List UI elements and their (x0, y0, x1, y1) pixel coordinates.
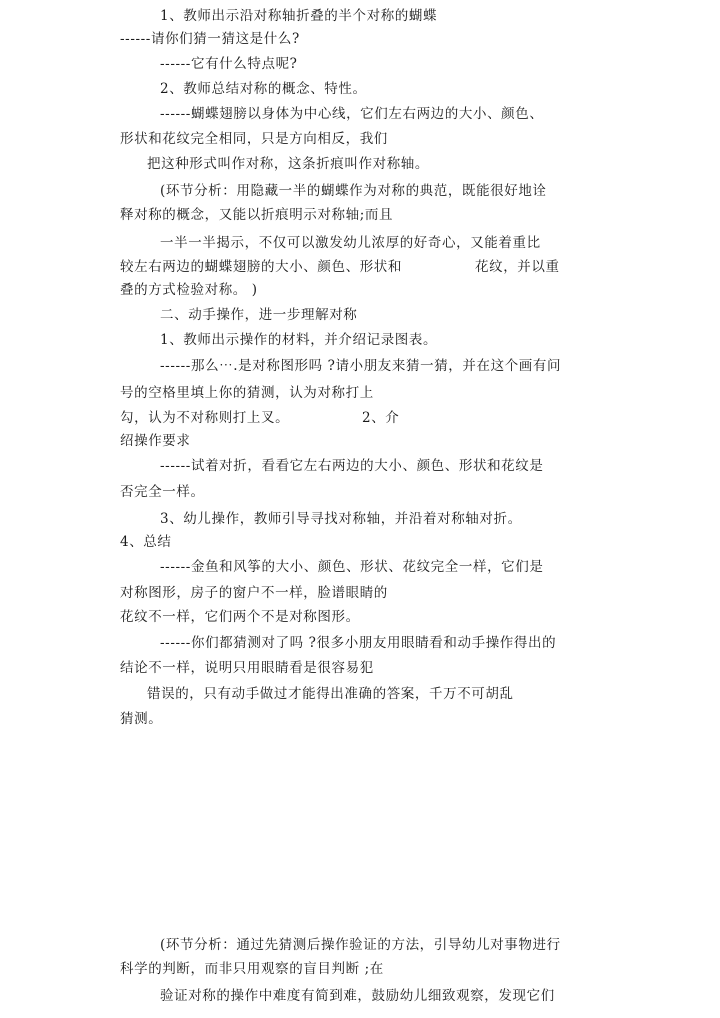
text-line: ------它有什么特点呢? (160, 56, 298, 72)
text-line: ------蝴蝶翅膀以身体为中心线，它们左右两边的大小、颜色、 (160, 106, 544, 122)
text-line: 结论不一样，说明只用眼睛看是很容易犯 (120, 660, 374, 676)
text-line: 号的空格里填上你的猜测，认为对称打上 (120, 385, 374, 401)
text-line: 错误的，只有动手做过才能得出准确的答案，千万不可胡乱 (147, 686, 514, 702)
text-line: ------金鱼和风筝的大小、颜色、形状、花纹完全一样，它们是 (160, 559, 544, 575)
text-line: 否完全一样。 (120, 484, 205, 500)
text-line: (环节分析：用隐藏一半的蝴蝶作为对称的典范，既能很好地诠 (160, 183, 547, 199)
text-line: 1、教师出示沿对称轴折叠的半个对称的蝴蝶 (160, 8, 438, 24)
text-line: 验证对称的操作中难度有简到难，鼓励幼儿细致观察，发现它们 (160, 988, 555, 1004)
text-line: 把这种形式叫作对称，这条折痕叫作对称轴。 (147, 156, 429, 172)
text-line: 释对称的概念，又能以折痕明示对称轴;而且 (120, 207, 394, 223)
text-line: 4、总结 (120, 534, 172, 550)
text-line: ------那么⋯.是对称图形吗 ?请小朋友来猜一猜，并在这个画有问 (160, 358, 562, 374)
text-line: 形状和花纹完全相同，只是方向相反，我们 (120, 131, 388, 147)
text-line: (环节分析：通过先猜测后操作验证的方法，引导幼儿对事物进行 (160, 937, 561, 953)
text-line: 2、介 (362, 410, 400, 426)
text-line: 叠的方式检验对称。 ) (120, 282, 258, 298)
text-line: 一半一半揭示，不仅可以激发幼儿浓厚的好奇心，又能着重比 (160, 235, 541, 251)
text-line: 花纹，并以重 (475, 259, 560, 275)
text-line: 猜测。 (120, 711, 163, 727)
text-line: 2、教师总结对称的概念、特性。 (160, 81, 367, 97)
text-line: 较左右两边的蝴蝶翅膀的大小、颜色、形状和 (120, 259, 402, 275)
text-line: 对称图形，房子的窗户不一样，脸谱眼睛的 (120, 585, 388, 601)
text-line: ------你们都猜测对了吗 ?很多小朋友用眼睛看和动手操作得出的 (160, 635, 557, 651)
text-line: 1、教师出示操作的材料，并介绍记录图表。 (160, 332, 438, 348)
text-line: ------请你们猜一猜这是什么? (120, 31, 300, 47)
text-line: 绍操作要求 (120, 433, 191, 449)
text-line: 3、幼儿操作，教师引导寻找对称轴，并沿着对称轴对折。 (160, 511, 522, 527)
text-line: 二、动手操作，进一步理解对称 (160, 307, 358, 323)
text-line: 花纹不一样，它们两个不是对称图形。 (120, 609, 360, 625)
text-line: 科学的判断，而非只用观察的盲目判断 ;在 (120, 961, 384, 977)
text-line: ------试着对折，看看它左右两边的大小、颜色、形状和花纹是 (160, 458, 544, 474)
text-line: 勾，认为不对称则打上叉。 (120, 410, 290, 426)
